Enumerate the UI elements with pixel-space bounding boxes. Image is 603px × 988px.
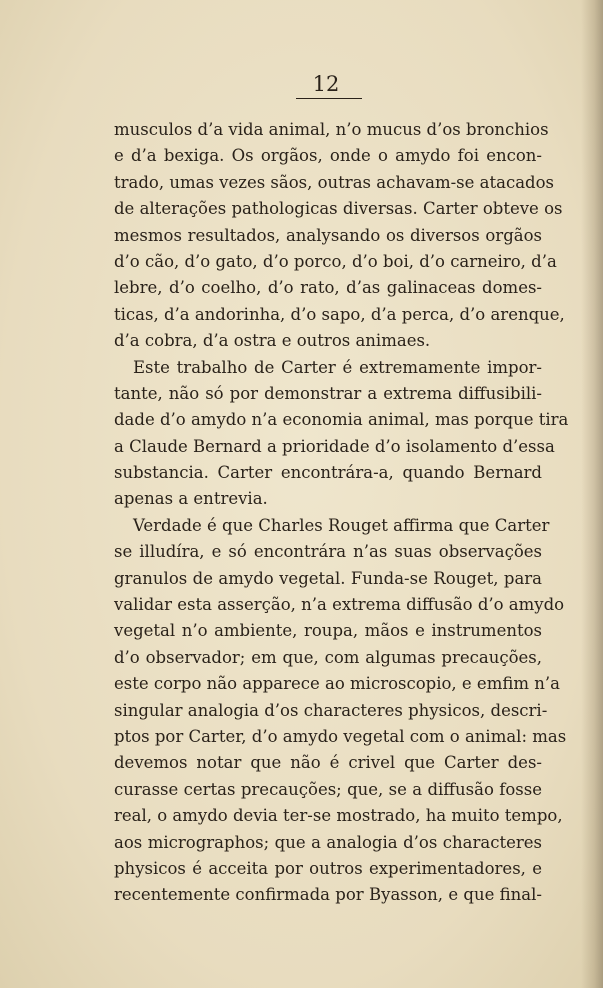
text-line: ticas, d’a andorinha, d’o sapo, d’a perca, d’o arenque,	[114, 304, 565, 324]
paragraph	[114, 355, 569, 513]
text-line: d’a cobra, d’a ostra e outros animaes.	[114, 331, 431, 351]
text-line: tante, não só por demonstrar a extrema diffusibili-	[114, 383, 542, 403]
text-line: aos micrographos; que a analogia d’os characteres	[114, 832, 542, 852]
body-text	[114, 117, 569, 909]
paragraph	[114, 513, 567, 909]
text-line: Verdade é que Charles Rouget affirma que Carter	[133, 515, 550, 535]
text-line: a Claude Bernard a prioridade d’o isolamento d’essa	[114, 436, 555, 456]
text-line: dade d’o amydo n’a economia animal, mas porque tira	[114, 410, 569, 430]
text-line: trado, umas vezes sãos, outras achavam-se atacados	[114, 172, 554, 192]
text-line: d’o cão, d’o gato, d’o porco, d’o boi, d’o carneiro, d’a	[114, 251, 557, 271]
text-line: apenas a entrevia.	[114, 489, 268, 509]
text-line: singular analogia d’os characteres physicos, descri-	[114, 700, 548, 720]
page-number-rule	[296, 98, 362, 99]
text-line: lebre, d’o coelho, d’o rato, d’as galinaceas domes-	[114, 278, 542, 298]
text-line: musculos d’a vida animal, n’o mucus d’os bronchios	[114, 120, 549, 139]
text-line: real, o amydo devia ter-se mostrado, ha muito tempo,	[114, 806, 563, 826]
text-line: mesmos resultados, analysando os diversos orgãos	[114, 225, 542, 245]
text-line: se illudíra, e só encontrára n’as suas observações	[114, 542, 542, 562]
text-line: physicos é acceita por outros experimentadores, e	[114, 858, 542, 878]
text-line: d’o observador; em que, com algumas precauções,	[114, 647, 542, 667]
text-line: e d’a bexiga. Os orgãos, onde o amydo foi encon-	[114, 146, 542, 166]
text-line: este corpo não apparece ao microscopio, e emfim n’a	[114, 674, 560, 694]
text-line: granulos de amydo vegetal. Funda-se Rouget, para	[114, 568, 542, 588]
text-line: Este trabalho de Carter é extremamente impor-	[133, 357, 542, 377]
text-line: validar esta asserção, n’a extrema diffusão d’o amydo	[114, 595, 565, 615]
text-line: vegetal n’o ambiente, roupa, mãos e instrumentos	[114, 621, 542, 641]
page-number: 12	[312, 72, 340, 96]
text-line: curasse certas precauções; que, se a diffusão fosse	[114, 779, 542, 799]
page-gutter-shadow	[581, 0, 603, 988]
text-line: de alterações pathologicas diversas. Carter obteve os	[114, 199, 563, 219]
text-line: ptos por Carter, d’o amydo vegetal com o animal: mas	[114, 726, 567, 746]
text-line: substancia. Carter encontrára-a, quando Bernard	[114, 463, 542, 483]
paragraph	[114, 117, 565, 355]
text-line: recentemente confirmada por Byasson, e que final-	[114, 885, 542, 905]
text-line: devemos notar que não é crivel que Carter des-	[114, 753, 542, 773]
